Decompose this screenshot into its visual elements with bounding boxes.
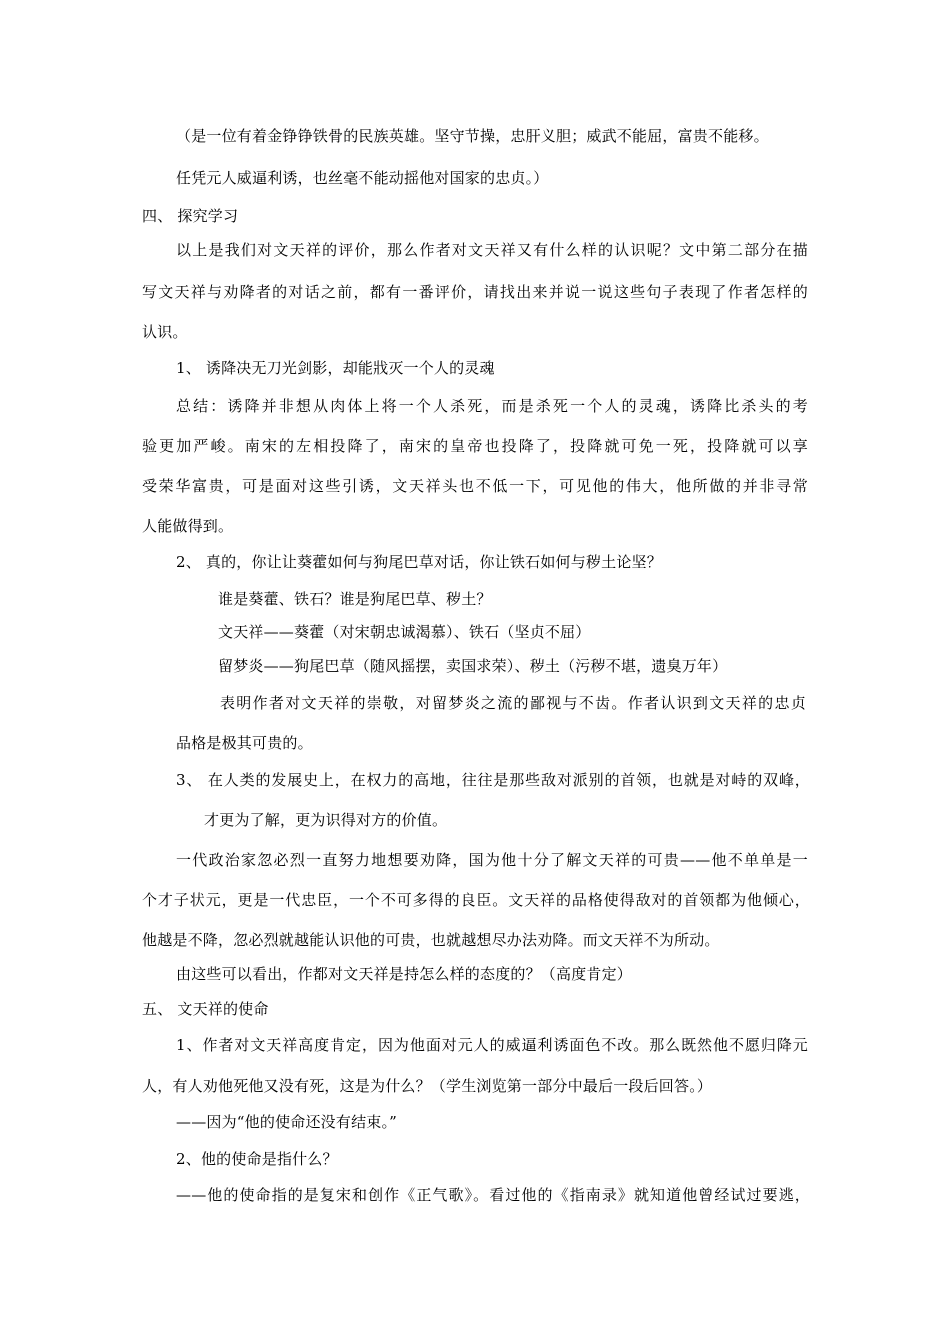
list-item: 2、 真的，你让让葵藿如何与狗尾巴草对话，你让铁石如何与秽土论坚？ [176, 553, 662, 571]
section-heading: 五、 文天祥的使命 [142, 1000, 269, 1018]
paragraph-line: 表明作者对文天祥的崇敬，对留梦炎之流的鄙视与不齿。作者认识到文天祥的忠贞 [220, 694, 806, 712]
paragraph-line: 验更加严峻。南宋的左相投降了，南宋的皇帝也投降了，投降就可免一死，投降就可以享 [142, 437, 808, 455]
paragraph-line: 2、他的使命是指什么？ [176, 1150, 338, 1168]
paragraph-line: 谁是葵藿、铁石？谁是狗尾巴草、秽土？ [218, 590, 492, 608]
paragraph-line: 任凭元人威逼利诱，也丝毫不能动摇他对国家的忠贞。） [176, 169, 549, 187]
paragraph-line: 以上是我们对文天祥的评价，那么作者对文天祥又有什么样的认识呢？文中第二部分在描 [176, 241, 808, 259]
paragraph-line: 才更为了解，更为识得对方的价值。 [204, 811, 448, 829]
paragraph-line: 由这些可以看出，作都对文天祥是持怎么样的态度的？（高度肯定） [176, 965, 633, 983]
paragraph-line: 一代政治家忽必烈一直努力地想要劝降，国为他十分了解文天祥的可贵——他不单单是一 [176, 851, 808, 869]
paragraph-line: 他越是不降，忽必烈就越能认识他的可贵，也就越想尽办法劝降。而文天祥不为所动。 [142, 931, 720, 949]
paragraph-line: 认识。 [142, 323, 188, 341]
paragraph-line: （是一位有着金铮铮铁骨的民族英雄。坚守节操，忠肝义胆；威武不能屈，富贵不能移。 [176, 127, 769, 145]
paragraph-line: 写文天祥与劝降者的对话之前，都有一番评价，请找出来并说一说这些句子表现了作者怎样的 [142, 283, 808, 301]
paragraph-line: 1、作者对文天祥高度肯定，因为他面对元人的威逼利诱面色不改。那么既然他不愿归降元 [176, 1036, 808, 1054]
paragraph-line: 总结：诱降并非想从肉体上将一个人杀死，而是杀死一个人的灵魂，诱降比杀头的考 [176, 397, 808, 415]
paragraph-line: ——因为“他的使命还没有结束。” [176, 1113, 398, 1131]
paragraph-line: 受荣华富贵，可是面对这些引诱，文天祥头也不低一下，可见他的伟大，他所做的并非寻常 [142, 477, 808, 495]
paragraph-line: 个才子状元，更是一代忠臣，一个不可多得的良臣。文天祥的品格使得敌对的首领都为他倾心， [142, 891, 810, 909]
list-item: 3、 在人类的发展史上，在权力的高地，往往是那些敌对派别的首领，也就是对峙的双峰， [176, 771, 810, 789]
paragraph-line: 人，有人劝他死他又没有死，这是为什么？（学生浏览第一部分中最后一段后回答。） [142, 1077, 713, 1095]
list-item: 1、 诱降决无刀光剑影，却能戕灭一个人的灵魂 [176, 359, 495, 377]
paragraph-line: 留梦炎——狗尾巴草（随风摇摆，卖国求荣）、秽土（污秽不堪，遗臭万年） [218, 657, 728, 675]
section-heading: 四、 探究学习 [142, 207, 239, 225]
paragraph-line: 品格是极其可贵的。 [176, 734, 313, 752]
paragraph-line: ——他的使命指的是复宋和创作《正气歌》。看过他的《指南录》就知道他曾经试过要逃， [176, 1186, 810, 1204]
paragraph-line: 文天祥——葵藿（对宋朝忠诚渴慕）、铁石（坚贞不屈） [218, 623, 591, 641]
paragraph-line: 人能做得到。 [142, 517, 234, 535]
